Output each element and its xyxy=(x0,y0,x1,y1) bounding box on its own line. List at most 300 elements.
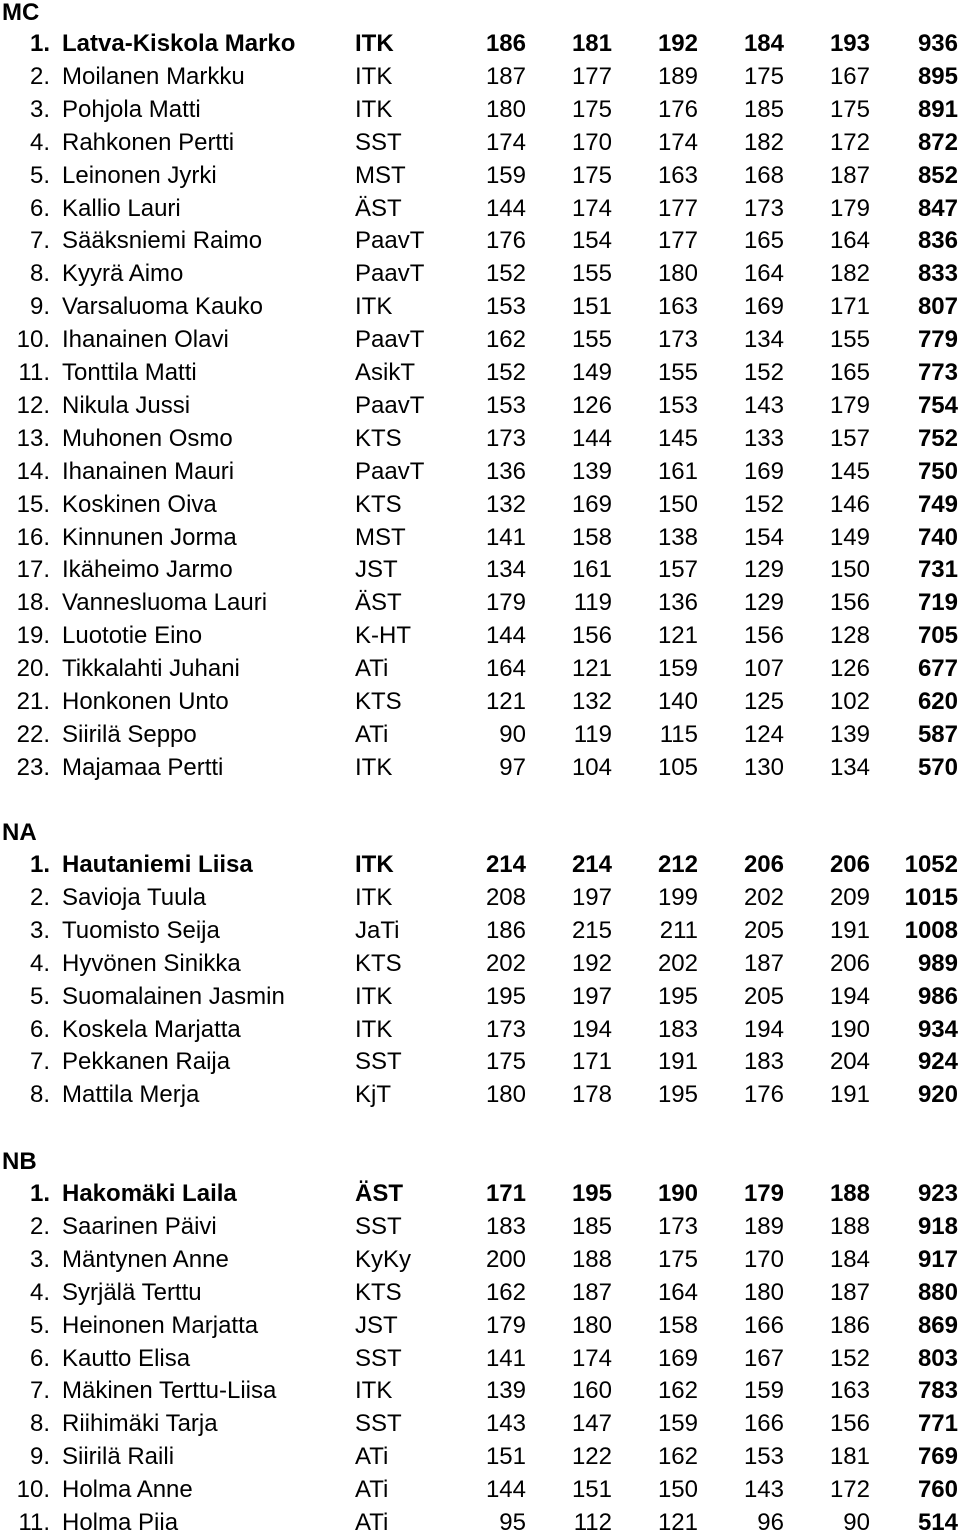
player-name: Ikäheimo Jarmo xyxy=(62,556,233,584)
game-score: 160 xyxy=(571,1377,612,1405)
club: SST xyxy=(355,128,402,156)
club: ÄST xyxy=(355,1180,403,1207)
player-name: Kautto Elisa xyxy=(62,1344,191,1372)
game-score: 119 xyxy=(573,589,612,617)
game-score: 169 xyxy=(743,457,784,485)
game-score: 174 xyxy=(485,128,526,156)
player-name: Mäntynen Anne xyxy=(62,1245,229,1273)
club: KTS xyxy=(355,688,402,715)
result-row xyxy=(0,1309,960,1342)
total-score: 895 xyxy=(917,62,958,90)
total-score: 1052 xyxy=(904,851,958,878)
rank: 7. xyxy=(29,227,50,255)
game-score: 149 xyxy=(829,523,870,551)
game-score: 145 xyxy=(829,457,870,485)
game-score: 192 xyxy=(657,30,698,57)
total-score: 847 xyxy=(917,194,958,222)
game-score: 171 xyxy=(571,1048,612,1076)
game-score: 195 xyxy=(657,1081,698,1109)
game-score: 167 xyxy=(743,1344,784,1372)
rank: 10. xyxy=(16,326,50,354)
result-row xyxy=(0,619,960,652)
game-score: 152 xyxy=(485,359,526,386)
total-score: 705 xyxy=(917,622,958,650)
game-score: 151 xyxy=(571,293,612,321)
player-name: Moilanen Markku xyxy=(62,62,245,90)
club: ATi xyxy=(355,1443,389,1471)
player-name: Nikula Jussi xyxy=(62,391,191,419)
total-score: 752 xyxy=(917,424,958,452)
game-score: 190 xyxy=(829,1015,870,1043)
rank: 5. xyxy=(29,982,50,1010)
game-score: 119 xyxy=(573,720,612,748)
rank: 7. xyxy=(29,1048,50,1076)
game-score: 158 xyxy=(571,523,612,551)
rank: 20. xyxy=(16,655,50,683)
result-row xyxy=(0,455,960,488)
game-score: 159 xyxy=(485,161,526,189)
club: SST xyxy=(355,1344,402,1372)
club: JaTi xyxy=(355,916,400,944)
game-score: 161 xyxy=(657,457,698,485)
total-score: 989 xyxy=(917,949,958,977)
game-score: 187 xyxy=(829,161,870,189)
game-score: 188 xyxy=(829,1212,870,1240)
result-row xyxy=(0,1013,960,1046)
player-name: Kallio Lauri xyxy=(62,194,181,222)
player-name: Saarinen Päivi xyxy=(62,1212,217,1240)
game-score: 90 xyxy=(499,720,526,748)
rank: 3. xyxy=(29,1245,50,1273)
total-score: 749 xyxy=(917,490,958,518)
game-score: 202 xyxy=(657,949,698,977)
game-score: 176 xyxy=(485,227,526,255)
game-score: 167 xyxy=(829,62,870,90)
game-score: 141 xyxy=(485,1344,526,1372)
game-score: 189 xyxy=(743,1212,784,1240)
result-row xyxy=(0,389,960,422)
game-score: 144 xyxy=(485,622,526,650)
game-score: 191 xyxy=(829,916,870,944)
game-score: 168 xyxy=(743,161,784,189)
result-row xyxy=(0,718,960,751)
game-score: 121 xyxy=(485,688,526,715)
game-score: 159 xyxy=(657,655,698,683)
game-score: 164 xyxy=(743,260,784,288)
total-score: 783 xyxy=(917,1377,958,1405)
total-score: 872 xyxy=(917,128,958,156)
game-score: 152 xyxy=(743,490,784,518)
rank: 8. xyxy=(29,1081,50,1109)
game-score: 194 xyxy=(571,1015,612,1043)
result-row xyxy=(0,652,960,685)
game-score: 194 xyxy=(829,982,870,1010)
game-score: 175 xyxy=(657,1245,698,1273)
total-score: 740 xyxy=(917,523,958,551)
game-score: 140 xyxy=(657,688,698,715)
game-score: 174 xyxy=(571,1344,612,1372)
game-score: 169 xyxy=(743,293,784,321)
rank: 4. xyxy=(29,1278,50,1306)
game-score: 156 xyxy=(743,622,784,650)
game-score: 187 xyxy=(571,1278,612,1306)
total-score: 1015 xyxy=(904,883,958,911)
result-row xyxy=(0,1440,960,1473)
club: KyKy xyxy=(355,1245,412,1273)
total-score: 514 xyxy=(917,1509,958,1536)
result-row xyxy=(0,257,960,290)
game-score: 173 xyxy=(743,194,784,222)
rank: 2. xyxy=(29,1212,50,1240)
game-score: 171 xyxy=(829,293,870,321)
game-score: 97 xyxy=(499,753,526,781)
game-score: 121 xyxy=(571,655,612,683)
total-score: 570 xyxy=(917,753,958,781)
player-name: Pekkanen Raija xyxy=(62,1048,231,1076)
game-score: 211 xyxy=(659,916,698,944)
game-score: 165 xyxy=(829,359,870,386)
result-row xyxy=(0,1506,960,1539)
game-score: 144 xyxy=(485,194,526,222)
game-score: 204 xyxy=(829,1048,870,1076)
game-score: 157 xyxy=(829,424,870,452)
game-score: 180 xyxy=(571,1311,612,1339)
result-row xyxy=(0,1473,960,1506)
game-score: 107 xyxy=(743,655,784,683)
rank: 12. xyxy=(16,391,50,419)
rank: 1. xyxy=(29,1180,50,1207)
club: ITK xyxy=(355,883,393,911)
player-name: Majamaa Pertti xyxy=(62,753,224,781)
club: MST xyxy=(355,523,406,551)
game-score: 165 xyxy=(743,227,784,255)
player-name: Koskela Marjatta xyxy=(62,1015,241,1043)
game-score: 126 xyxy=(829,655,870,683)
result-row xyxy=(0,27,960,60)
total-score: 1008 xyxy=(904,916,958,944)
game-score: 163 xyxy=(657,161,698,189)
game-score: 133 xyxy=(743,424,784,452)
club: ITK xyxy=(355,62,393,90)
player-name: Tikkalahti Juhani xyxy=(62,655,240,683)
club: ATi xyxy=(355,720,389,748)
total-score: 920 xyxy=(917,1081,958,1109)
game-score: 173 xyxy=(657,1212,698,1240)
game-score: 128 xyxy=(829,622,870,650)
club: KjT xyxy=(355,1081,391,1109)
rank: 16. xyxy=(16,523,50,551)
player-name: Sääksniemi Raimo xyxy=(62,227,263,255)
game-score: 153 xyxy=(485,293,526,321)
rank: 1. xyxy=(29,851,50,878)
game-score: 132 xyxy=(571,688,612,715)
game-score: 181 xyxy=(829,1443,870,1471)
game-score: 173 xyxy=(485,424,526,452)
player-name: Heinonen Marjatta xyxy=(62,1311,259,1339)
club: K-HT xyxy=(355,622,411,650)
club: SST xyxy=(355,1212,402,1240)
game-score: 134 xyxy=(485,556,526,584)
game-score: 202 xyxy=(485,949,526,977)
rank: 6. xyxy=(29,1344,50,1372)
game-score: 153 xyxy=(657,391,698,419)
player-name: Hautaniemi Liisa xyxy=(62,851,253,878)
game-score: 143 xyxy=(743,1476,784,1504)
game-score: 115 xyxy=(659,720,698,748)
game-score: 141 xyxy=(485,523,526,551)
game-score: 191 xyxy=(657,1048,698,1076)
player-name: Mäkinen Terttu-Liisa xyxy=(62,1377,277,1405)
rank: 9. xyxy=(29,293,50,321)
game-score: 169 xyxy=(571,490,612,518)
total-score: 923 xyxy=(917,1180,958,1207)
game-score: 182 xyxy=(743,128,784,156)
game-score: 206 xyxy=(743,851,784,878)
game-score: 183 xyxy=(657,1015,698,1043)
club: SST xyxy=(355,1410,402,1438)
game-score: 186 xyxy=(485,30,526,57)
game-score: 170 xyxy=(743,1245,784,1273)
game-score: 136 xyxy=(657,589,698,617)
rank: 21. xyxy=(16,688,50,715)
game-score: 197 xyxy=(571,982,612,1010)
game-score: 194 xyxy=(743,1015,784,1043)
result-row xyxy=(0,1276,960,1309)
result-row xyxy=(0,488,960,521)
game-score: 173 xyxy=(485,1015,526,1043)
game-score: 191 xyxy=(829,1081,870,1109)
result-row xyxy=(0,422,960,455)
game-score: 187 xyxy=(485,62,526,90)
game-score: 199 xyxy=(657,883,698,911)
game-score: 175 xyxy=(571,95,612,123)
game-score: 164 xyxy=(657,1278,698,1306)
total-score: 833 xyxy=(917,260,958,288)
game-score: 166 xyxy=(743,1311,784,1339)
total-score: 986 xyxy=(917,982,958,1010)
game-score: 122 xyxy=(571,1443,612,1471)
club: ITK xyxy=(355,1015,393,1043)
game-score: 130 xyxy=(743,753,784,781)
total-score: 773 xyxy=(917,359,958,386)
total-score: 936 xyxy=(917,30,958,57)
game-score: 104 xyxy=(571,753,612,781)
result-row xyxy=(0,1078,960,1111)
total-score: 750 xyxy=(917,457,958,485)
rank: 9. xyxy=(29,1443,50,1471)
game-score: 174 xyxy=(571,194,612,222)
player-name: Ihanainen Olavi xyxy=(62,326,229,354)
player-name: Kyyrä Aimo xyxy=(62,260,184,288)
section-title: MC xyxy=(2,0,40,26)
club: ATi xyxy=(355,1509,389,1536)
game-score: 187 xyxy=(829,1278,870,1306)
game-score: 136 xyxy=(485,457,526,485)
result-row xyxy=(0,1045,960,1078)
rank: 4. xyxy=(29,949,50,977)
total-score: 587 xyxy=(917,720,958,748)
rank: 8. xyxy=(29,1410,50,1438)
total-score: 719 xyxy=(917,589,958,617)
result-row xyxy=(0,980,960,1013)
club: ITK xyxy=(355,982,393,1010)
club: KTS xyxy=(355,949,402,977)
game-score: 145 xyxy=(657,424,698,452)
game-score: 132 xyxy=(485,490,526,518)
game-score: 176 xyxy=(657,95,698,123)
rank: 8. xyxy=(29,260,50,288)
game-score: 153 xyxy=(485,391,526,419)
game-score: 158 xyxy=(657,1311,698,1339)
player-name: Syrjälä Terttu xyxy=(62,1278,202,1306)
rank: 15. xyxy=(16,490,50,518)
game-score: 214 xyxy=(485,851,526,878)
game-score: 159 xyxy=(657,1410,698,1438)
result-row xyxy=(0,1374,960,1407)
player-name: Vannesluoma Lauri xyxy=(62,589,268,617)
game-score: 195 xyxy=(657,982,698,1010)
club: ÄST xyxy=(355,194,402,222)
rank: 1. xyxy=(29,30,50,57)
player-name: Siirilä Raili xyxy=(62,1443,175,1471)
total-score: 760 xyxy=(917,1476,958,1504)
player-name: Kinnunen Jorma xyxy=(62,523,237,551)
rank: 5. xyxy=(29,1311,50,1339)
game-score: 139 xyxy=(571,457,612,485)
game-score: 161 xyxy=(571,556,612,584)
club: ITK xyxy=(355,753,393,781)
game-score: 129 xyxy=(743,556,784,584)
game-score: 151 xyxy=(571,1476,612,1504)
club: PaavT xyxy=(355,391,425,419)
club: MST xyxy=(355,161,406,189)
player-name: Siirilä Seppo xyxy=(62,720,197,748)
game-score: 153 xyxy=(743,1443,784,1471)
game-score: 179 xyxy=(485,589,526,617)
total-score: 880 xyxy=(917,1278,958,1306)
game-score: 134 xyxy=(743,326,784,354)
club: ITK xyxy=(355,851,394,878)
game-score: 156 xyxy=(829,1410,870,1438)
game-score: 175 xyxy=(485,1048,526,1076)
game-score: 96 xyxy=(757,1509,784,1536)
club: PaavT xyxy=(355,260,425,288)
game-score: 206 xyxy=(829,949,870,977)
game-score: 175 xyxy=(743,62,784,90)
rank: 3. xyxy=(29,95,50,123)
result-row xyxy=(0,192,960,225)
game-score: 151 xyxy=(485,1443,526,1471)
game-score: 195 xyxy=(485,982,526,1010)
rank: 19. xyxy=(16,622,50,650)
game-score: 179 xyxy=(743,1180,784,1207)
result-row xyxy=(0,914,960,947)
rank: 10. xyxy=(16,1476,50,1504)
club: KTS xyxy=(355,424,402,452)
player-name: Ihanainen Mauri xyxy=(62,457,235,485)
game-score: 152 xyxy=(743,359,784,386)
game-score: 154 xyxy=(571,227,612,255)
result-row xyxy=(0,586,960,619)
player-name: Varsaluoma Kauko xyxy=(62,293,263,321)
result-row xyxy=(0,93,960,126)
player-name: Holma Anne xyxy=(62,1476,193,1504)
player-name: Tuomisto Seija xyxy=(62,916,220,944)
rank: 17. xyxy=(16,556,50,584)
section-title: NA xyxy=(2,819,37,846)
game-score: 121 xyxy=(657,1509,698,1536)
game-score: 180 xyxy=(657,260,698,288)
game-score: 190 xyxy=(657,1180,698,1207)
game-score: 150 xyxy=(657,1476,698,1504)
rank: 11. xyxy=(18,1509,50,1536)
result-row xyxy=(0,1177,960,1210)
total-score: 836 xyxy=(917,227,958,255)
total-score: 852 xyxy=(917,161,958,189)
section-title: NB xyxy=(2,1148,37,1175)
game-score: 181 xyxy=(571,30,612,57)
total-score: 620 xyxy=(917,688,958,715)
game-score: 182 xyxy=(829,260,870,288)
game-score: 150 xyxy=(657,490,698,518)
rank: 22. xyxy=(16,720,50,748)
game-score: 157 xyxy=(657,556,698,584)
game-score: 193 xyxy=(829,30,870,57)
game-score: 156 xyxy=(829,589,870,617)
rank: 23. xyxy=(16,753,50,781)
game-score: 170 xyxy=(571,128,612,156)
player-name: Holma Piia xyxy=(62,1509,179,1536)
game-score: 187 xyxy=(743,949,784,977)
rank: 2. xyxy=(29,62,50,90)
game-score: 189 xyxy=(657,62,698,90)
game-score: 184 xyxy=(743,30,784,57)
game-score: 205 xyxy=(743,982,784,1010)
game-score: 208 xyxy=(485,883,526,911)
player-name: Pohjola Matti xyxy=(62,95,201,123)
player-name: Rahkonen Pertti xyxy=(62,128,235,156)
player-name: Luototie Eino xyxy=(62,622,203,650)
game-score: 209 xyxy=(829,883,870,911)
game-score: 185 xyxy=(571,1212,612,1240)
game-score: 112 xyxy=(573,1509,612,1536)
game-score: 192 xyxy=(571,949,612,977)
result-row xyxy=(0,323,960,356)
game-score: 186 xyxy=(485,916,526,944)
game-score: 144 xyxy=(485,1476,526,1504)
game-score: 143 xyxy=(743,391,784,419)
game-score: 180 xyxy=(743,1278,784,1306)
total-score: 917 xyxy=(917,1245,958,1273)
total-score: 769 xyxy=(917,1443,958,1471)
game-score: 175 xyxy=(829,95,870,123)
game-score: 178 xyxy=(571,1081,612,1109)
club: AsikT xyxy=(355,359,415,386)
total-score: 803 xyxy=(917,1344,958,1372)
player-name: Suomalainen Jasmin xyxy=(62,982,285,1010)
game-score: 163 xyxy=(829,1377,870,1405)
game-score: 179 xyxy=(829,194,870,222)
rank: 7. xyxy=(29,1377,50,1405)
rank: 3. xyxy=(29,916,50,944)
game-score: 174 xyxy=(657,128,698,156)
club: ITK xyxy=(355,30,394,57)
total-score: 924 xyxy=(917,1048,958,1076)
game-score: 173 xyxy=(657,326,698,354)
player-name: Leinonen Jyrki xyxy=(62,161,217,189)
club: ÄST xyxy=(355,589,402,617)
game-score: 146 xyxy=(829,490,870,518)
